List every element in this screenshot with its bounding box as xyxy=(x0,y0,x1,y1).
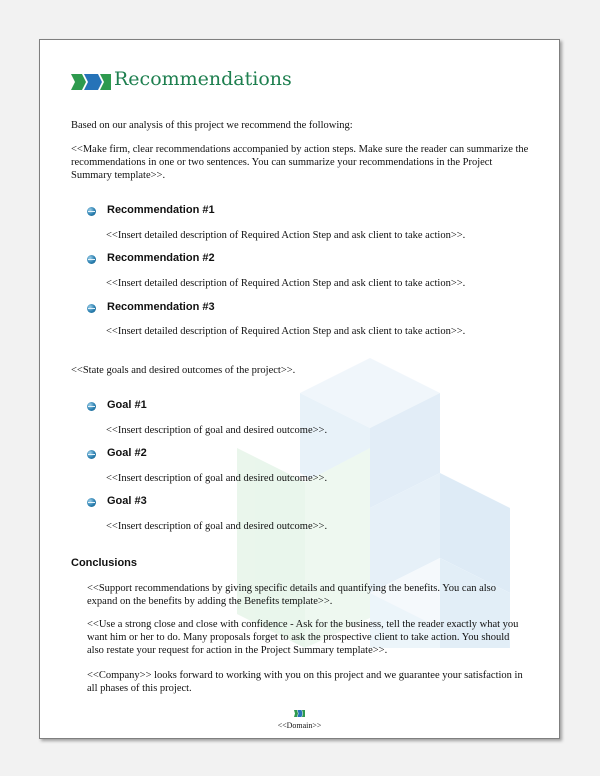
page-title: Recommendations xyxy=(114,68,292,90)
intro-paragraph: Based on our analysis of this project we recommend the following: xyxy=(71,120,353,131)
goal-description: <<Insert description of goal and desired outcome>>. xyxy=(106,425,328,436)
goal-label: Goal #2 xyxy=(107,447,147,459)
bullet-icon xyxy=(87,498,96,507)
goals-intro-paragraph: <<State goals and desired outcomes of the project>>. xyxy=(71,365,296,376)
goal-label: Goal #3 xyxy=(107,495,147,507)
bullet-icon xyxy=(87,402,96,411)
footer-logo-icon xyxy=(294,710,305,717)
conclusion-paragraph: <<Support recommendations by giving specific details and quantifying the benefits. You can also expand on the benefits by adding the Benefits template>>. xyxy=(87,583,497,607)
recommendation-description: <<Insert detailed description of Required Action Step and ask client to take action>>. xyxy=(106,326,466,337)
document-page xyxy=(39,39,560,739)
goal-label: Goal #1 xyxy=(107,399,147,411)
bullet-icon xyxy=(87,450,96,459)
recommendation-description: <<Insert detailed description of Required Action Step and ask client to take action>>. xyxy=(106,230,466,241)
bullet-icon xyxy=(87,255,96,264)
guidance-paragraph: <<Make firm, clear recommendations accompanied by action steps. Make sure the reader can summarize the recommendations in one or two sentences. You can summarize your recommendations in the Project Summary template>>. xyxy=(71,144,529,181)
footer-domain: <<Domain>> xyxy=(277,721,322,730)
bullet-icon xyxy=(87,304,96,313)
conclusion-paragraph: <<Company>> looks forward to working with you on this project and we guarantee your satisfaction in all phases of this project. xyxy=(87,670,523,694)
goal-description: <<Insert description of goal and desired outcome>>. xyxy=(106,473,328,484)
bullet-icon xyxy=(87,207,96,216)
recommendation-label: Recommendation #3 xyxy=(107,301,215,313)
recommendation-description: <<Insert detailed description of Required Action Step and ask client to take action>>. xyxy=(106,278,466,289)
company-logo-icon xyxy=(71,73,111,91)
conclusions-heading: Conclusions xyxy=(71,557,138,569)
conclusion-paragraph: <<Use a strong close and close with confidence - Ask for the business, tell the reader exactly what you want him or her to do. Many proposals forget to ask the prospective client to take action. You should also restate your request for action in the Project Summary template>>. xyxy=(87,619,519,656)
goal-description: <<Insert description of goal and desired outcome>>. xyxy=(106,521,328,532)
recommendation-label: Recommendation #1 xyxy=(107,204,215,216)
recommendation-label: Recommendation #2 xyxy=(107,252,215,264)
